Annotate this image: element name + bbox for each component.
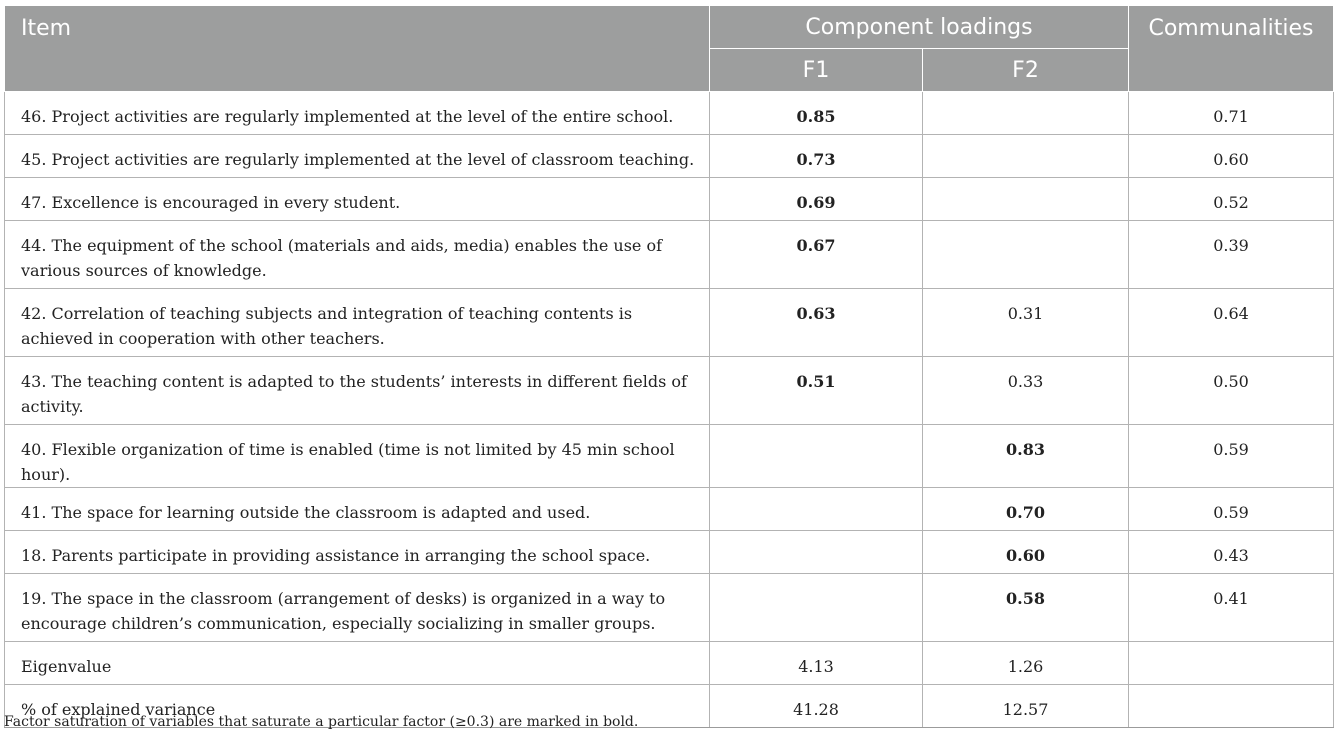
table-row [5,531,1334,574]
item-cell: 40. Flexible organization of time is enabled (time is not limited by 45 min school hour). [5,425,710,488]
f1-cell: 0.67 [710,221,923,289]
table-row [5,178,1334,221]
communality-cell: 0.41 [1129,574,1334,642]
table-row [5,92,1334,135]
header-f1: F1 [710,49,923,92]
f1-cell [710,574,923,642]
item-cell: 47. Excellence is encouraged in every student. [5,178,710,221]
table-row [5,289,1334,357]
component-loadings-table [4,5,1334,728]
communality-cell [1129,642,1334,685]
item-cell: 19. The space in the classroom (arrangement of desks) is organized in a way to encourage children’s communication, especially socializing in smaller groups. [5,574,710,642]
f1-cell: 0.51 [710,357,923,425]
table-row [5,425,1334,488]
item-cell: % of explained variance [5,685,710,728]
f1-cell: 0.69 [710,178,923,221]
f2-cell: 0.33 [923,357,1129,425]
item-cell: 18. Parents participate in providing assistance in arranging the school space. [5,531,710,574]
table-row [5,357,1334,425]
table-row [5,488,1334,531]
f2-cell: 0.83 [923,425,1129,488]
item-cell: 43. The teaching content is adapted to the students’ interests in different fields of activity. [5,357,710,425]
f2-cell [923,178,1129,221]
f1-cell: 41.28 [710,685,923,728]
f1-cell: 4.13 [710,642,923,685]
f2-cell: 0.70 [923,488,1129,531]
communality-cell: 0.52 [1129,178,1334,221]
f1-cell: 0.73 [710,135,923,178]
f2-cell: 1.26 [923,642,1129,685]
f2-cell: 12.57 [923,685,1129,728]
f1-cell: 0.85 [710,92,923,135]
f2-cell [923,221,1129,289]
table-row [5,135,1334,178]
f1-cell [710,488,923,531]
item-cell: 45. Project activities are regularly implemented at the level of classroom teaching. [5,135,710,178]
f2-cell: 0.31 [923,289,1129,357]
f1-cell [710,425,923,488]
header-f2: F2 [923,49,1129,92]
f1-cell: 0.63 [710,289,923,357]
table-row [5,221,1334,289]
table-footnote: Factor saturation of variables that saturate a particular factor (≥0.3) are marked in bold. [4,714,639,730]
communality-cell: 0.59 [1129,425,1334,488]
communality-cell: 0.60 [1129,135,1334,178]
item-cell: Eigenvalue [5,642,710,685]
communality-cell [1129,685,1334,728]
communality-cell: 0.71 [1129,92,1334,135]
item-cell: 46. Project activities are regularly implemented at the level of the entire school. [5,92,710,135]
f2-cell [923,135,1129,178]
loadings-table-wrapper [4,5,1333,728]
communality-cell: 0.43 [1129,531,1334,574]
communality-cell: 0.39 [1129,221,1334,289]
item-cell: 44. The equipment of the school (materials and aids, media) enables the use of various sources of knowledge. [5,221,710,289]
header-component-loadings: Component loadings [710,6,1129,49]
item-cell: 41. The space for learning outside the classroom is adapted and used. [5,488,710,531]
communality-cell: 0.59 [1129,488,1334,531]
header-item: Item [5,6,710,92]
table-row [5,574,1334,642]
f2-cell: 0.60 [923,531,1129,574]
f2-cell [923,92,1129,135]
header-communalities: Communalities [1129,6,1334,92]
f1-cell [710,531,923,574]
eigenvalue-row [5,642,1334,685]
communality-cell: 0.64 [1129,289,1334,357]
f2-cell: 0.58 [923,574,1129,642]
communality-cell: 0.50 [1129,357,1334,425]
item-cell: 42. Correlation of teaching subjects and integration of teaching contents is achieved in cooperation with other teachers. [5,289,710,357]
